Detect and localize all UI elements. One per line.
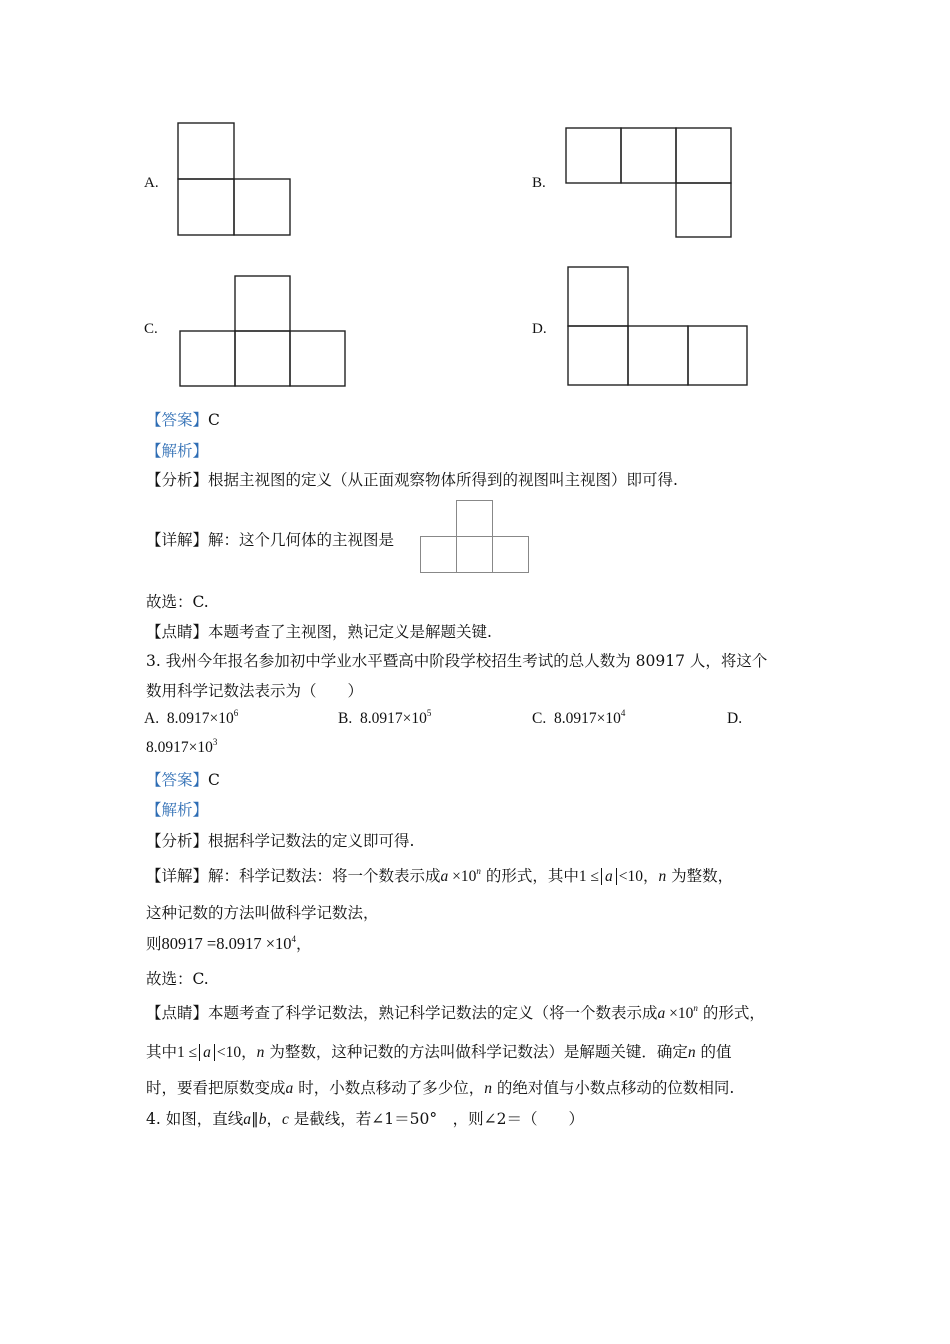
comma: ， (241, 1043, 257, 1061)
option-d-figure (567, 266, 750, 388)
option-exponent: 3 (212, 737, 218, 747)
parallel-symbol: ∥ (250, 1111, 259, 1128)
option-c-label: C. (144, 321, 158, 337)
q3-answer-line (146, 770, 220, 790)
var-n: n (658, 868, 667, 885)
q2-fenxi-line (146, 470, 678, 490)
option-exponent: 4 (620, 708, 626, 718)
formula-exp-n: n (693, 1003, 698, 1013)
option-d-label: D. (532, 321, 547, 337)
option-mantissa: 8.0917×10 (359, 710, 427, 727)
dianjing-text-c: 的绝对值与小数点移动的位数相同. (491, 1079, 735, 1097)
q2-dianjing-line (146, 622, 492, 642)
q3-dianjing-line1 (146, 1003, 765, 1024)
q4-text-c: 是截线，若∠1＝50° ，则∠2＝（ ） (288, 1110, 584, 1128)
var-n: n (687, 1044, 696, 1061)
option-exponent: 5 (426, 708, 432, 718)
answer-tag: 【答案】 (146, 411, 209, 429)
dianjing-text: 本题考查了科学记数法，熟记科学记数法的定义（将一个数表示成 (208, 1004, 658, 1022)
formula-ten: ×10 (665, 1005, 694, 1022)
ineq-left: 1 ≤ (578, 868, 599, 885)
var-n: n (484, 1080, 492, 1097)
comma: ， (642, 867, 659, 885)
formula-exp-4: 4 (291, 934, 297, 944)
q3-fenxi-line (146, 831, 414, 851)
q4-text: 4. 如图，直线 (146, 1110, 244, 1128)
fenxi-text: 根据科学记数法的定义即可得. (208, 832, 415, 850)
dianjing-text-c: 为整数，这种记数的方法叫做科学记数法）是解题关键．确定 (264, 1043, 688, 1061)
xiangjie-text: 解：科学记数法：将一个数表示成 (208, 867, 441, 885)
option-letter: A. (144, 710, 160, 727)
q3-stem-line1: 3. 我州今年报名参加初中学业水平暨高中阶段学校招生考试的总人数为 80917 人，将这个 (146, 652, 768, 670)
q2-answer-line (146, 410, 220, 430)
answer-tag: 【答案】 (146, 771, 209, 789)
ineq-right: <10 (216, 1044, 242, 1061)
comma: ， (296, 935, 312, 953)
main-view-figure (420, 500, 530, 574)
formula-ten: ×10 (448, 868, 477, 885)
ineq-left: 1 ≤ (177, 1044, 198, 1061)
q3-option-a (144, 710, 238, 728)
ineq-right: <10 (618, 868, 643, 885)
q3-stem-line2: 数用科学记数法表示为（ ） (146, 682, 364, 700)
answer-value: C (208, 771, 220, 789)
answer-value: C (208, 411, 220, 429)
option-b-label: B. (532, 175, 546, 191)
dianjing-text: 本题考查了主视图，熟记定义是解题关键. (208, 623, 492, 641)
xiangjie-text-b: 的形式，其中 (480, 867, 579, 885)
q4-stem (146, 1109, 584, 1130)
option-c-figure (179, 275, 347, 388)
option-a-figure (177, 122, 293, 237)
formula-var-a: a (440, 868, 449, 885)
then-word: 则 (146, 935, 162, 953)
dianjing-text: 其中 (146, 1043, 178, 1061)
option-mantissa: 8.0917×10 (146, 739, 213, 756)
option-mantissa: 8.0917×10 (553, 710, 621, 727)
q3-analysis-tag: 【解析】 (146, 801, 209, 819)
formula-80917: 80917 =8.0917 ×10 (161, 934, 292, 953)
fenxi-tag: 【分析】 (146, 471, 209, 489)
var-n: n (256, 1044, 265, 1061)
xiangjie-tag: 【详解】 (146, 531, 209, 549)
q3-xiangjie-line2: 这种记数的方法叫做科学记数法， (146, 904, 379, 922)
xiangjie-tag: 【详解】 (146, 867, 209, 885)
q3-option-d-value (146, 739, 217, 757)
formula-var-a: a (657, 1005, 666, 1022)
dianjing-text: 时，要看把原数变成 (146, 1079, 286, 1097)
var-a: a (243, 1111, 251, 1128)
option-mantissa: 8.0917×10 (166, 710, 234, 727)
q3-option-d-letter: D. (727, 710, 743, 727)
option-a-label: A. (144, 175, 159, 191)
comma: ， (266, 1110, 282, 1128)
option-letter: C. (532, 710, 547, 727)
q3-option-b (338, 710, 431, 728)
xiangjie-text: 解：这个几何体的主视图是 (208, 531, 395, 549)
fenxi-tag: 【分析】 (146, 832, 209, 850)
fenxi-text: 根据主视图的定义（从正面观察物体所得到的视图叫主视图）即可得. (208, 471, 678, 489)
q2-analysis-tag: 【解析】 (146, 442, 209, 460)
dianjing-text-b: 时，小数点移动了多少位， (293, 1079, 485, 1097)
ineq-abs-a: a (199, 1044, 215, 1061)
q3-choose: 故选：C. (146, 970, 209, 988)
dianjing-tag: 【点睛】 (146, 623, 209, 641)
dianjing-text-d: 的值 (695, 1043, 732, 1061)
option-b-figure (565, 127, 733, 239)
q2-choose: 故选：C. (146, 593, 209, 611)
q3-xiangjie-line1 (146, 866, 733, 887)
formula-exp-n: n (476, 866, 481, 876)
dianjing-tag: 【点睛】 (146, 1004, 209, 1022)
dianjing-text-b: 的形式， (697, 1004, 765, 1022)
q3-xiangjie-line3 (146, 934, 312, 954)
q3-dianjing-line2 (146, 1042, 732, 1063)
xiangjie-text-d: 为整数， (666, 867, 734, 885)
q2-xiangjie-line (146, 530, 394, 550)
ineq-abs-a: a (601, 868, 617, 885)
q3-dianjing-line3 (146, 1078, 734, 1099)
option-exponent: 6 (233, 708, 239, 718)
var-a: a (285, 1080, 294, 1097)
q3-option-c (532, 710, 625, 728)
var-b: b (258, 1111, 267, 1128)
var-c: c (281, 1111, 289, 1128)
option-letter: B. (338, 710, 353, 727)
